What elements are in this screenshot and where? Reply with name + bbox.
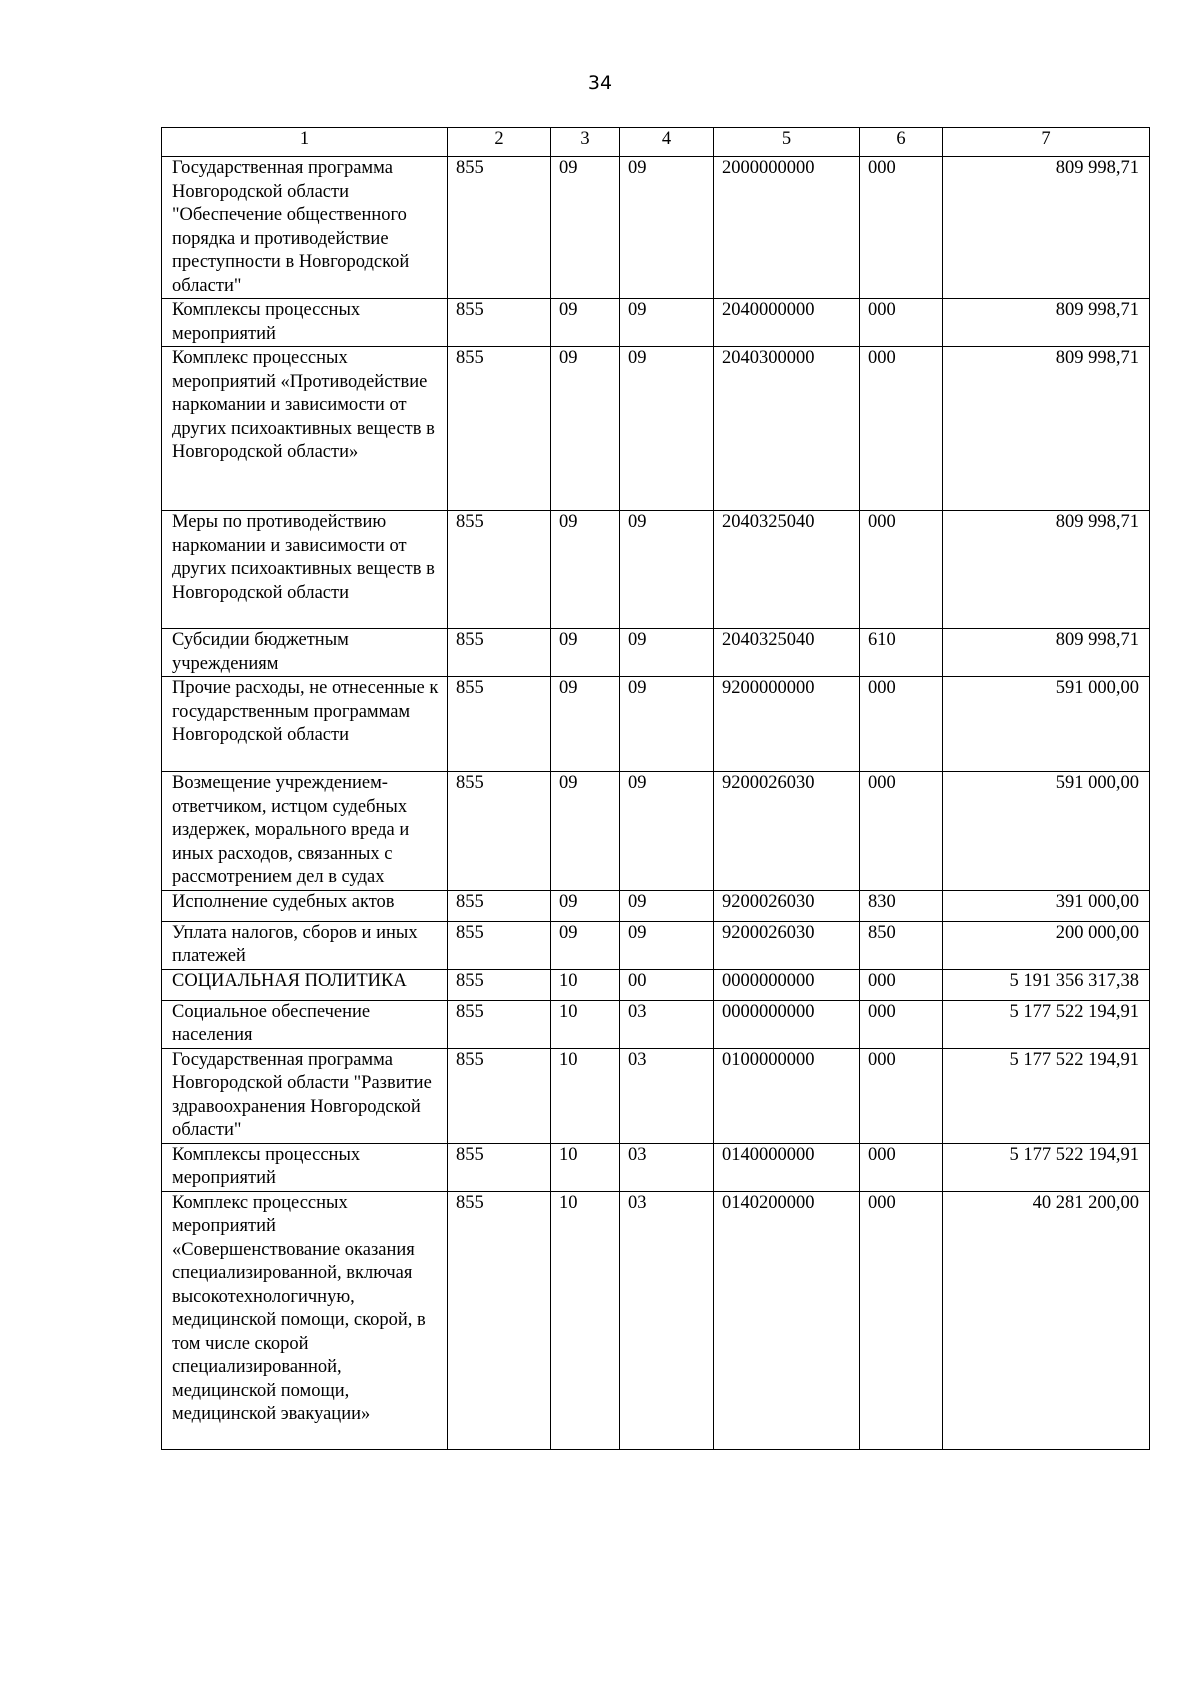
header-col-2: 2 xyxy=(448,128,551,157)
row-pr: 03 xyxy=(620,1048,714,1143)
row-pr: 09 xyxy=(620,629,714,677)
row-ved: 855 xyxy=(448,772,551,891)
row-name: Комплекс процессных мероприятий «Противодействие наркомании и зависимости от других психоактивных веществ в Новгородской области» xyxy=(162,347,448,511)
row-csr: 2040300000 xyxy=(714,347,860,511)
row-vr: 000 xyxy=(860,299,943,347)
row-pr: 03 xyxy=(620,1000,714,1048)
row-csr: 2000000000 xyxy=(714,157,860,299)
table-row xyxy=(162,511,1150,629)
row-pr: 09 xyxy=(620,299,714,347)
row-rz: 09 xyxy=(551,299,620,347)
header-col-6: 6 xyxy=(860,128,943,157)
row-rz: 09 xyxy=(551,347,620,511)
table-row xyxy=(162,969,1150,1000)
table-row xyxy=(162,772,1150,891)
row-ved: 855 xyxy=(448,890,551,921)
row-ved: 855 xyxy=(448,347,551,511)
row-sum: 591 000,00 xyxy=(943,677,1150,772)
row-csr: 9200026030 xyxy=(714,890,860,921)
table-row xyxy=(162,1048,1150,1143)
table-row xyxy=(162,1191,1150,1449)
table-row xyxy=(162,677,1150,772)
row-name: Комплексы процессных мероприятий xyxy=(162,1143,448,1191)
row-sum: 591 000,00 xyxy=(943,772,1150,891)
page-number: 34 xyxy=(587,72,613,94)
budget-table xyxy=(161,127,1150,1450)
row-vr: 850 xyxy=(860,921,943,969)
row-ved: 855 xyxy=(448,629,551,677)
table-row xyxy=(162,157,1150,299)
row-ved: 855 xyxy=(448,1143,551,1191)
row-sum: 809 998,71 xyxy=(943,157,1150,299)
row-csr: 0100000000 xyxy=(714,1048,860,1143)
table-row xyxy=(162,921,1150,969)
row-vr: 000 xyxy=(860,1191,943,1449)
table-row xyxy=(162,1143,1150,1191)
row-ved: 855 xyxy=(448,157,551,299)
row-name: Исполнение судебных актов xyxy=(162,890,448,921)
row-rz: 10 xyxy=(551,969,620,1000)
row-vr: 000 xyxy=(860,1048,943,1143)
row-csr: 9200026030 xyxy=(714,921,860,969)
row-ved: 855 xyxy=(448,1191,551,1449)
row-sum: 5 191 356 317,38 xyxy=(943,969,1150,1000)
header-col-5: 5 xyxy=(714,128,860,157)
header-row xyxy=(162,128,1150,157)
row-vr: 000 xyxy=(860,677,943,772)
row-name: Меры по противодействию наркомании и зависимости от других психоактивных веществ в Новгородской области xyxy=(162,511,448,629)
row-rz: 10 xyxy=(551,1048,620,1143)
row-pr: 09 xyxy=(620,772,714,891)
row-pr: 00 xyxy=(620,969,714,1000)
header-col-4: 4 xyxy=(620,128,714,157)
table-row xyxy=(162,347,1150,511)
header-col-1: 1 xyxy=(162,128,448,157)
row-sum: 5 177 522 194,91 xyxy=(943,1048,1150,1143)
row-rz: 10 xyxy=(551,1191,620,1449)
row-rz: 10 xyxy=(551,1000,620,1048)
row-pr: 09 xyxy=(620,347,714,511)
row-rz: 09 xyxy=(551,677,620,772)
row-name: Возмещение учреждением-ответчиком, истцом судебных издержек, морального вреда и иных расходов, связанных с рассмотрением дел в судах xyxy=(162,772,448,891)
row-vr: 830 xyxy=(860,890,943,921)
row-rz: 10 xyxy=(551,1143,620,1191)
row-rz: 09 xyxy=(551,157,620,299)
row-pr: 09 xyxy=(620,157,714,299)
row-rz: 09 xyxy=(551,921,620,969)
row-csr: 0140000000 xyxy=(714,1143,860,1191)
row-ved: 855 xyxy=(448,511,551,629)
row-name: СОЦИАЛЬНАЯ ПОЛИТИКА xyxy=(162,969,448,1000)
row-ved: 855 xyxy=(448,1000,551,1048)
row-pr: 03 xyxy=(620,1143,714,1191)
row-pr: 09 xyxy=(620,921,714,969)
row-pr: 09 xyxy=(620,677,714,772)
row-vr: 000 xyxy=(860,1143,943,1191)
row-ved: 855 xyxy=(448,299,551,347)
row-csr: 2040000000 xyxy=(714,299,860,347)
row-pr: 09 xyxy=(620,890,714,921)
row-sum: 5 177 522 194,91 xyxy=(943,1143,1150,1191)
row-csr: 9200026030 xyxy=(714,772,860,891)
table-row xyxy=(162,890,1150,921)
row-name: Социальное обеспечение населения xyxy=(162,1000,448,1048)
row-pr: 03 xyxy=(620,1191,714,1449)
row-csr: 2040325040 xyxy=(714,629,860,677)
row-sum: 809 998,71 xyxy=(943,629,1150,677)
table-row xyxy=(162,629,1150,677)
table-row xyxy=(162,299,1150,347)
row-rz: 09 xyxy=(551,772,620,891)
row-vr: 000 xyxy=(860,511,943,629)
row-ved: 855 xyxy=(448,921,551,969)
row-vr: 610 xyxy=(860,629,943,677)
row-name: Комплексы процессных мероприятий xyxy=(162,299,448,347)
row-name: Уплата налогов, сборов и иных платежей xyxy=(162,921,448,969)
row-sum: 200 000,00 xyxy=(943,921,1150,969)
row-rz: 09 xyxy=(551,629,620,677)
row-sum: 5 177 522 194,91 xyxy=(943,1000,1150,1048)
row-vr: 000 xyxy=(860,347,943,511)
row-sum: 809 998,71 xyxy=(943,347,1150,511)
row-name: Комплекс процессных мероприятий «Совершенствование оказания специализированной, включая высокотехнологичную, медицинской помощи, скорой, в том числе скорой специализированной, медицинской помощи, медицинской эвакуации» xyxy=(162,1191,448,1449)
table-row xyxy=(162,1000,1150,1048)
row-name: Государственная программа Новгородской области "Развитие здравоохранения Новгородской области" xyxy=(162,1048,448,1143)
header-col-3: 3 xyxy=(551,128,620,157)
row-vr: 000 xyxy=(860,969,943,1000)
row-csr: 2040325040 xyxy=(714,511,860,629)
row-sum: 391 000,00 xyxy=(943,890,1150,921)
row-name: Государственная программа Новгородской области "Обеспечение общественного порядка и противодействие преступности в Новгородской области" xyxy=(162,157,448,299)
row-csr: 9200000000 xyxy=(714,677,860,772)
row-sum: 809 998,71 xyxy=(943,511,1150,629)
row-rz: 09 xyxy=(551,511,620,629)
row-pr: 09 xyxy=(620,511,714,629)
row-vr: 000 xyxy=(860,1000,943,1048)
row-vr: 000 xyxy=(860,772,943,891)
header-col-7: 7 xyxy=(943,128,1150,157)
row-name: Субсидии бюджетным учреждениям xyxy=(162,629,448,677)
row-ved: 855 xyxy=(448,677,551,772)
row-csr: 0000000000 xyxy=(714,969,860,1000)
row-sum: 809 998,71 xyxy=(943,299,1150,347)
row-ved: 855 xyxy=(448,969,551,1000)
row-csr: 0140200000 xyxy=(714,1191,860,1449)
row-vr: 000 xyxy=(860,157,943,299)
row-rz: 09 xyxy=(551,890,620,921)
row-name: Прочие расходы, не отнесенные к государственным программам Новгородской области xyxy=(162,677,448,772)
row-csr: 0000000000 xyxy=(714,1000,860,1048)
row-sum: 40 281 200,00 xyxy=(943,1191,1150,1449)
row-ved: 855 xyxy=(448,1048,551,1143)
